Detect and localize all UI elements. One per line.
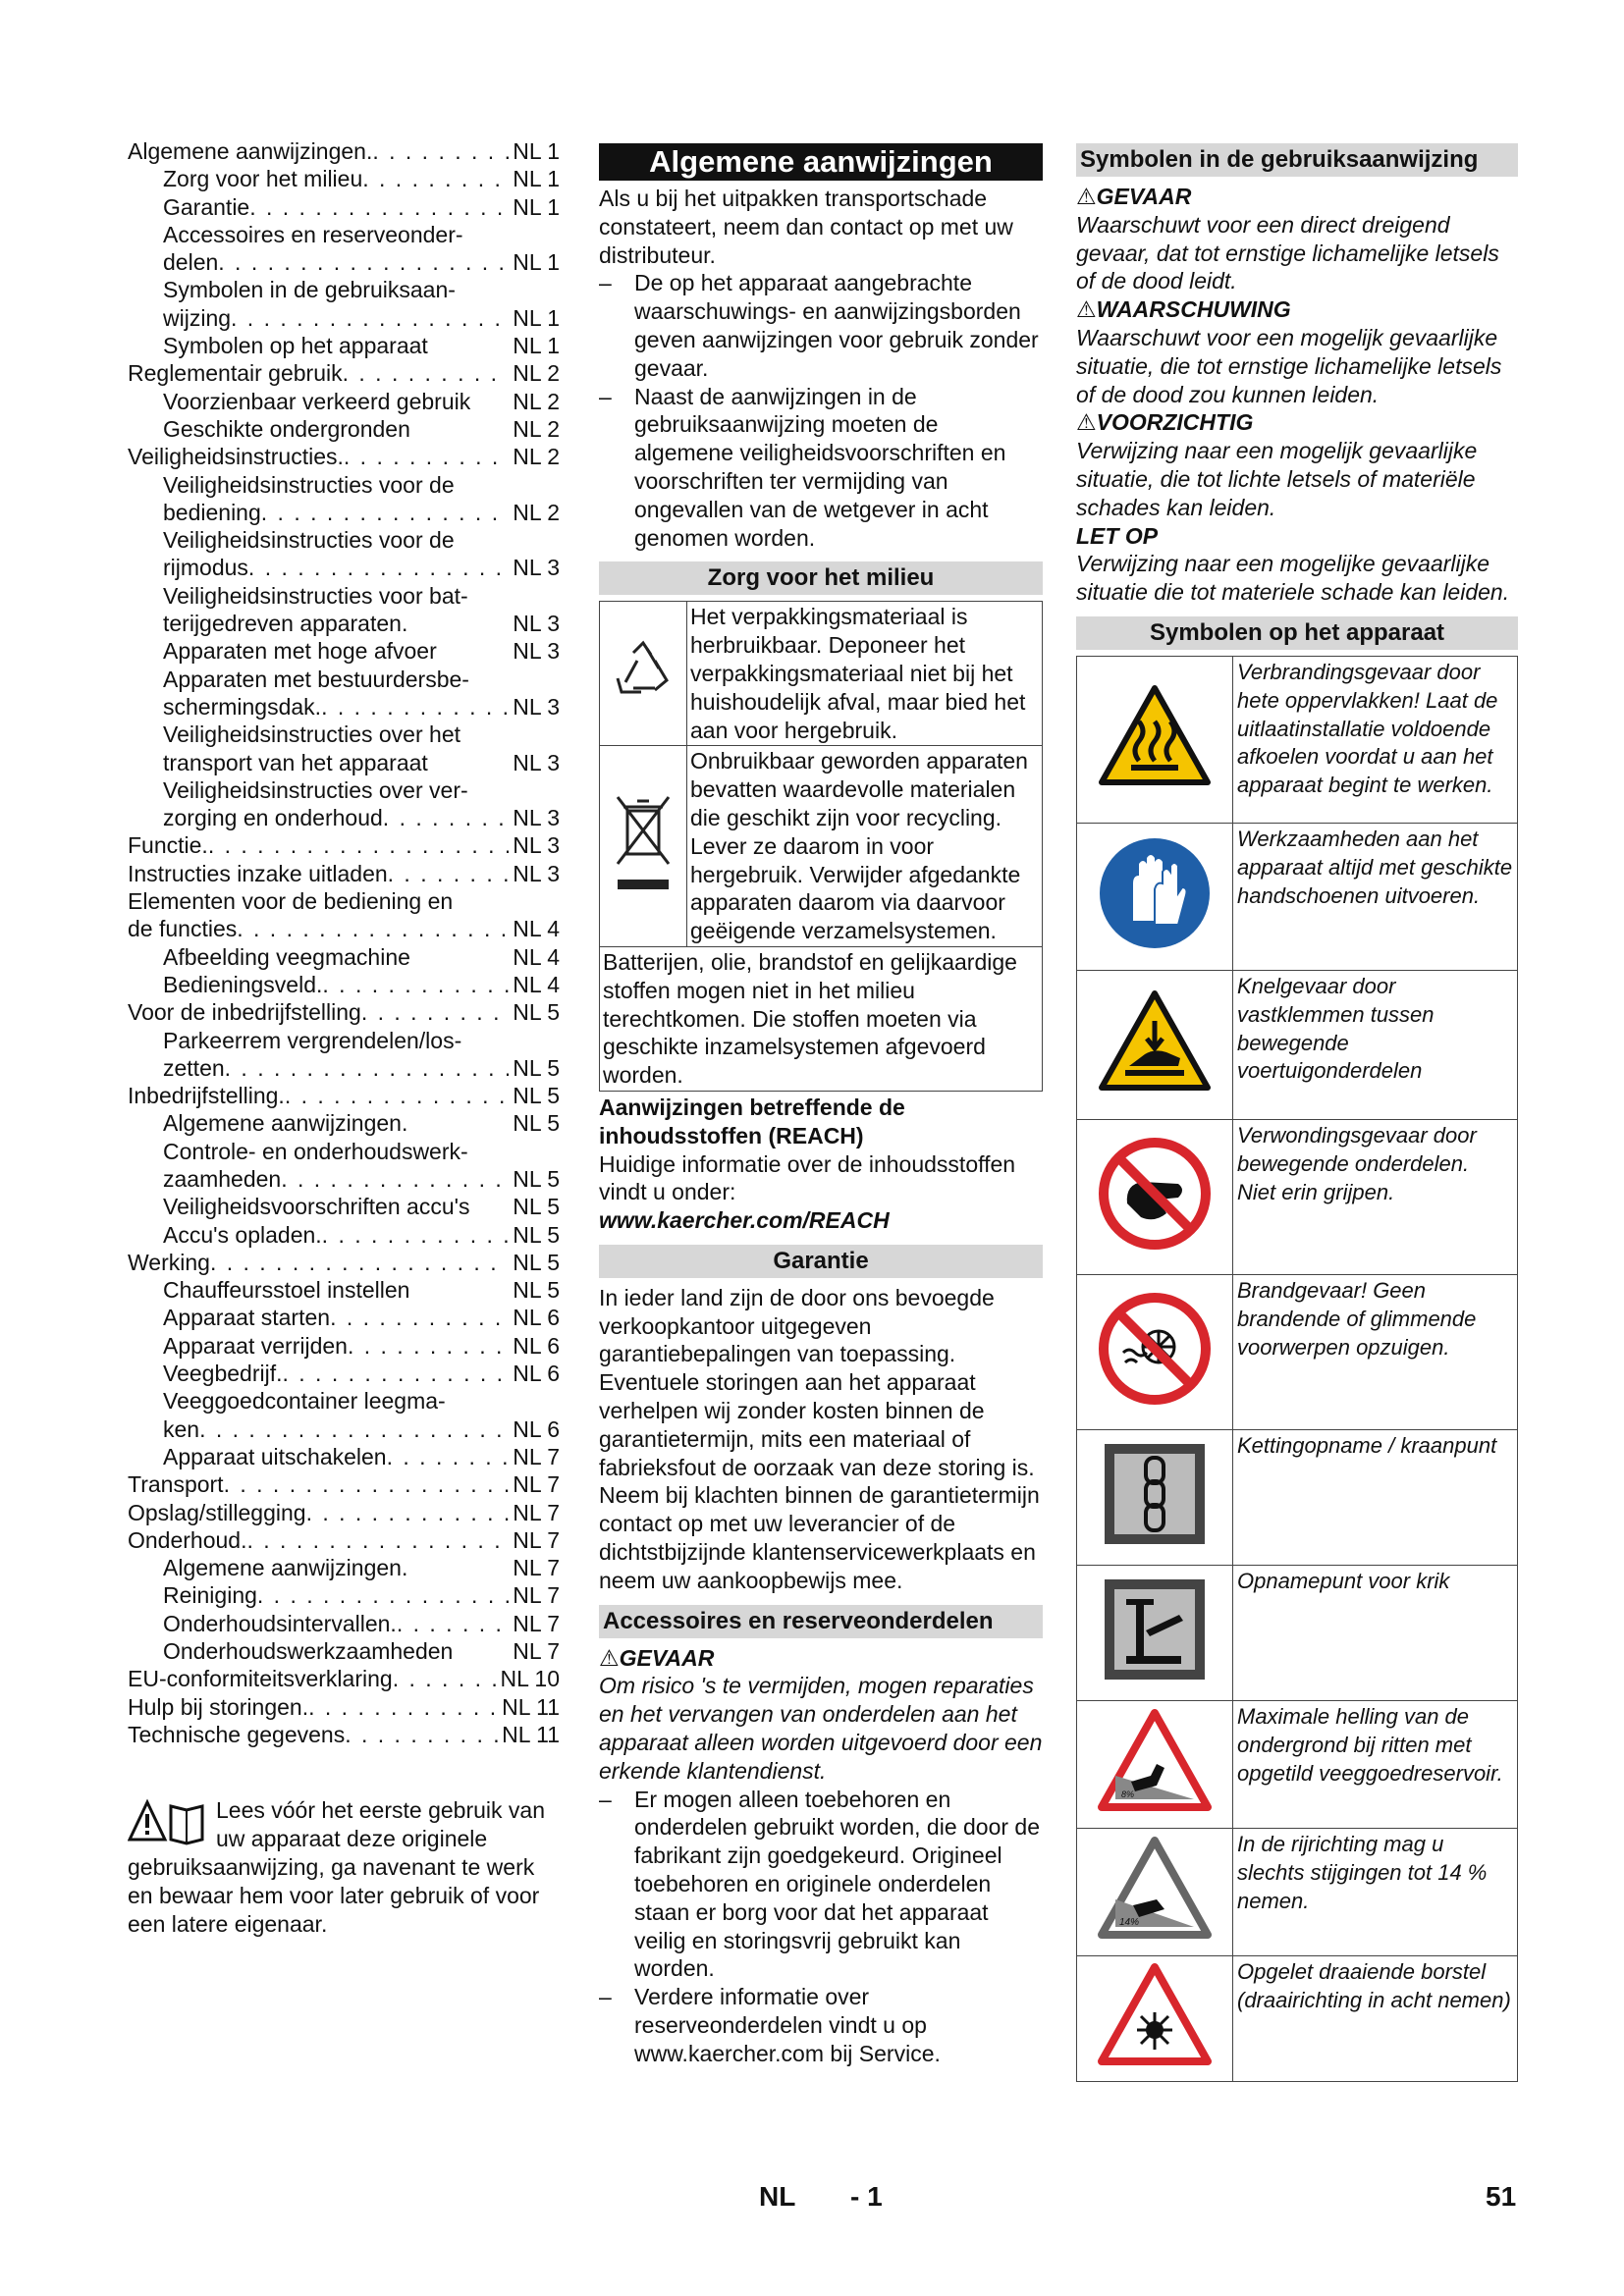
symbol-label: ⚠VOORZICHTIG <box>1076 409 1254 436</box>
warning-manual-icon <box>128 1798 208 1852</box>
toc-entry[interactable]: Afbeelding veegmachine NL 4 <box>163 943 560 970</box>
general-intro: Als u bij het uitpakken transportschade constateert, neem dan contact op met uw distributeur. <box>599 186 1013 268</box>
toc-entry[interactable]: Voorzienbaar verkeerd gebruik NL 2 <box>163 388 560 414</box>
toc-entry[interactable]: Veiligheidsvoorschriften accu's NL 5 <box>163 1194 560 1220</box>
warning-triangle-icon: ⚠ <box>599 1644 620 1671</box>
crossed-bin-icon <box>600 746 687 947</box>
symbol-label: LET OP <box>1076 522 1159 549</box>
symbol-description: Kettingopname / kraanpunt <box>1233 1429 1518 1565</box>
toc-entry[interactable]: Voor de inbedrijfstelling . . . NL 5 <box>128 998 560 1026</box>
toc-entry[interactable]: Apparaat verrijden . . . NL 6 <box>128 1332 560 1360</box>
toc-entry-line: Veeggoedcontainer leegma- <box>163 1388 446 1415</box>
warranty-heading: Garantie <box>599 1245 1043 1278</box>
svg-text:8%: 8% <box>1121 1789 1135 1799</box>
symbol-row <box>1077 823 1518 970</box>
toc-entry[interactable]: Inbedrijfstelling. . . . NL 5 <box>128 1082 560 1109</box>
symbol-row <box>1077 1700 1518 1828</box>
list-item: – Verdere informatie over reserveonderdelen vindt u op www.kaercher.com bij Service. <box>599 1984 941 2066</box>
symbol-row <box>1077 1955 1518 2081</box>
accessories-warning-text: Om risico 's te vermijden, mogen reparaties en het vervangen van onderdelen aan het apparaat alleen worden uitgevoerd door een erkende klantendienst. <box>599 1673 1043 1784</box>
reach-heading: Aanwijzingen betreffende de inhoudsstoffen (REACH) <box>599 1094 905 1148</box>
toc-entry[interactable]: EU-conformiteitsverklaring . . . NL 10 <box>128 1665 560 1692</box>
symbol-row <box>1077 656 1518 823</box>
device-symbols-table <box>1076 656 1518 2082</box>
symbol-description: Werkzaamheden aan het apparaat altijd met geschikte handschoenen uitvoeren. <box>1233 823 1518 970</box>
toc-entry-line: Veiligheidsinstructies voor de <box>163 471 455 498</box>
toc-entry-line: Elementen voor de bediening en <box>128 888 454 915</box>
symbol-description: Waarschuwt voor een mogelijk gevaarlijke situatie, die tot ernstige lichamelijke letsels of de dood zou kunnen leiden. <box>1076 324 1502 407</box>
accessories-warning-label: ⚠GEVAAR <box>599 1644 715 1671</box>
environment-text-1: Het verpakkingsmateriaal is herbruikbaar. Deponeer het verpakkingsmateriaal niet bij het huishoudelijk afval, maar bied het aan voor hergebruik. <box>687 602 1043 746</box>
reach-text: Huidige informatie over de inhoudsstoffen vindt u onder: <box>599 1150 1016 1205</box>
list-item: – Naast de aanwijzingen in de gebruiksaanwijzing moeten de algemene veiligheidsvoorschriften en voorschriften ter vermijding van ongevallen van de wetgever in acht genomen worden. <box>599 383 1006 551</box>
symbol-description: Verwijzing naar een mogelijk gevaarlijke situatie, die tot lichte letsels of materiële schades kan leiden. <box>1076 438 1478 520</box>
symbol-row <box>1077 970 1518 1119</box>
warranty-text: In ieder land zijn de door ons bevoegde verkoopkantoor uitgegeven garantiebepalingen van toepassing. Eventuele storingen aan het apparaat verhelpen wij zonder kosten binnen de garantietermijn, mits een materiaal of fabrieksfout de oorzaak van deze storing is. Neem bij klachten binnen de garantietermijn contact op met uw leverancier of de dichtstbijzijnde klantenservicewerkplaats en neem uw aankoopbewijs mee. <box>599 1284 1040 1593</box>
toc-entry[interactable]: wijzing . . . NL 1 <box>128 304 560 332</box>
symbol-row <box>1077 1429 1518 1565</box>
toc-entry-line: Controle- en onderhoudswerk- <box>163 1138 468 1164</box>
toc-entry[interactable]: zorging en onderhoud . . . NL 3 <box>128 804 560 831</box>
toc-entry[interactable]: Onderhoud. . . . NL 7 <box>128 1526 560 1554</box>
general-heading: Algemene aanwijzingen <box>599 143 1043 181</box>
symbol-description: Verwijzing naar een mogelijke gevaarlijke situatie die tot materiele schade kan leiden. <box>1076 551 1510 606</box>
warning-triangle-icon: ⚠ <box>1076 184 1097 209</box>
device-symbols-heading: Symbolen op het apparaat <box>1076 616 1518 650</box>
symbol-description: Knelgevaar door vastklemmen tussen bewegende voertuigonderdelen <box>1233 970 1518 1119</box>
toc-entry[interactable]: zaamheden . . . NL 5 <box>128 1165 560 1193</box>
toc-entry[interactable]: Werking . . . NL 5 <box>128 1249 560 1276</box>
symbol-row <box>1077 1565 1518 1700</box>
reach-link[interactable]: www.kaercher.com/REACH <box>599 1207 890 1234</box>
toc-entry[interactable]: de functies . . . NL 4 <box>128 915 560 942</box>
crush-hazard-icon <box>1077 970 1233 1119</box>
toc-entry-line: Veiligheidsinstructies voor de <box>163 527 455 554</box>
toc-entry[interactable]: Transport . . . NL 7 <box>128 1470 560 1498</box>
manual-symbols-list <box>1076 183 1518 607</box>
toc-entry[interactable]: zetten . . . NL 5 <box>128 1054 560 1082</box>
warning-triangle-icon: ⚠ <box>1076 296 1097 323</box>
toc-entry[interactable]: Algemene aanwijzingen. NL 5 <box>163 1110 560 1137</box>
toc-entry[interactable]: Garantie . . . NL 1 <box>128 193 560 221</box>
symbol-description: Opgelet draaiende borstel (draairichting in acht nemen) <box>1233 1955 1518 2081</box>
symbol-row <box>1077 1828 1518 1955</box>
toc-entry-line: Symbolen in de gebruiksaan- <box>163 277 456 303</box>
toc-entry[interactable]: Algemene aanwijzingen. NL 7 <box>163 1555 560 1581</box>
slope-raised-container-icon <box>1077 1700 1233 1828</box>
toc-entry[interactable]: Geschikte ondergronden NL 2 <box>163 415 560 442</box>
symbols-column <box>1076 137 1518 2082</box>
manual-symbols-heading: Symbolen in de gebruiksaanwijzing <box>1076 143 1518 177</box>
list-item: – Er mogen alleen toebehoren en onderdelen gebruikt worden, die door de fabrikant zijn goedgekeurd. Origineel toebehoren en originele onderdelen staan er borg voor dat het apparaat veilig en storingsvrij gebruikt kan worden. <box>599 1786 1041 1982</box>
slope-14-icon <box>1077 1828 1233 1955</box>
toc-entry[interactable]: Algemene aanwijzingen. . . . NL 1 <box>128 137 560 165</box>
toc-entry[interactable]: Zorg voor het milieu . . . NL 1 <box>128 165 560 192</box>
toc-entry[interactable]: Apparaat uitschakelen . . . NL 7 <box>128 1443 560 1470</box>
toc-entry[interactable]: Bedieningsveld. . . . NL 4 <box>128 971 560 998</box>
footer-lang: NL <box>759 2181 796 2212</box>
read-manual-notice: Lees vóór het eerste gebruik van uw apparaat deze originele gebruiksaanwijzing, ga navenant te werk en bewaar hem voor later gebruik of voor een latere eigenaar. <box>128 1797 545 1937</box>
toc-entry[interactable]: transport van het apparaat NL 3 <box>163 749 560 775</box>
toc-entry[interactable]: Hulp bij storingen. . . . NL 11 <box>128 1693 560 1721</box>
symbol-description: Waarschuwt voor een direct dreigend gevaar, dat tot ernstige lichamelijke letsels of de dood leidt. <box>1076 211 1499 294</box>
accessories-heading: Accessoires en reserveonderdelen <box>599 1605 1043 1638</box>
toc-entry[interactable]: Reglementair gebruik . . . NL 2 <box>128 359 560 387</box>
symbol-description: Opnamepunt voor krik <box>1233 1565 1518 1700</box>
symbol-description: Brandgevaar! Geen brandende of glimmende voorwerpen opzuigen. <box>1233 1274 1518 1429</box>
jack-point-icon <box>1077 1565 1233 1700</box>
environment-text-2: Onbruikbaar geworden apparaten bevatten waardevolle materialen die geschikt zijn voor recycling. Lever ze daarom in voor hergebruik. Verwijder afgedankte apparaten daarom via daarvoor geëigende verzamelsystemen. <box>687 746 1043 947</box>
toc-entry[interactable]: Accu's opladen. . . . NL 5 <box>128 1221 560 1249</box>
recycle-icon <box>600 602 687 746</box>
toc-entry-line: Parkeerrem vergrendelen/los- <box>163 1027 462 1053</box>
toc-entry[interactable]: Apparaat starten . . . NL 6 <box>128 1304 560 1331</box>
symbol-description: Verwondingsgevaar door bewegende onderdelen. Niet erin grijpen. <box>1233 1119 1518 1274</box>
toc-entry[interactable]: Instructies inzake uitladen . . . NL 3 <box>128 860 560 887</box>
table-of-contents <box>128 137 560 1748</box>
toc-entry[interactable]: Reiniging . . . NL 7 <box>128 1581 560 1609</box>
toc-entry[interactable]: Functie. . . . NL 3 <box>128 831 560 859</box>
list-item: – De op het apparaat aangebrachte waarschuwings- en aanwijzingsborden geven aanwijzingen voor gebruik zonder gevaar. <box>599 270 1039 381</box>
symbol-row <box>1077 1119 1518 1274</box>
rotating-brush-icon <box>1077 1955 1233 2081</box>
toc-entry[interactable]: Veegbedrijf. . . . NL 6 <box>128 1360 560 1387</box>
symbol-description: Maximale helling van de ondergrond bij ritten met opgetild veeggoedreservoir. <box>1233 1700 1518 1828</box>
toc-entry[interactable]: Chauffeursstoel instellen NL 5 <box>163 1277 560 1304</box>
toc-entry[interactable]: Technische gegevens . . . NL 11 <box>128 1721 560 1748</box>
chain-icon <box>1077 1429 1233 1565</box>
symbol-description: In de rijrichting mag u slechts stijgingen tot 14 % nemen. <box>1233 1828 1518 1955</box>
toc-entry-line: Accessoires en reserveonder- <box>163 221 463 247</box>
no-burning-objects-icon <box>1077 1274 1233 1429</box>
no-reach-in-icon <box>1077 1119 1233 1274</box>
toc-entry-line: Apparaten met bestuurdersbe- <box>163 666 469 692</box>
toc-entry[interactable]: ken . . . NL 6 <box>128 1415 560 1443</box>
toc-entry[interactable]: terijgedreven apparaten. NL 3 <box>163 611 560 637</box>
toc-entry[interactable]: Veiligheidsinstructies. . . . NL 2 <box>128 443 560 470</box>
page-number: 51 <box>1486 2181 1517 2212</box>
svg-text:14%: 14% <box>1119 1916 1140 1928</box>
toc-entry[interactable]: Opslag/stillegging . . . NL 7 <box>128 1499 560 1526</box>
toc-entry[interactable]: Apparaten met hoge afvoer NL 3 <box>163 638 560 665</box>
environment-table <box>599 601 1043 1092</box>
symbol-label: ⚠GEVAAR <box>1076 184 1192 209</box>
toc-entry[interactable]: schermingsdak. . . . NL 3 <box>128 693 560 721</box>
toc-entry-line: Veiligheidsinstructies over het <box>163 721 460 748</box>
main-column <box>599 137 1043 2068</box>
toc-entry[interactable]: Onderhoudswerkzaamheden NL 7 <box>163 1638 560 1665</box>
footer-num: - 1 <box>850 2181 883 2212</box>
environment-footer: Batterijen, olie, brandstof en gelijkaardige stoffen mogen niet in het milieu terechtkomen. Die stoffen moeten via geschikte inzamelsystemen afgevoerd worden. <box>600 946 1043 1091</box>
environment-heading: Zorg voor het milieu <box>599 561 1043 595</box>
toc-entry-line: Veiligheidsinstructies voor bat- <box>163 582 468 609</box>
symbol-row <box>1077 1274 1518 1429</box>
toc-entry[interactable]: Onderhoudsintervallen. . . . NL 7 <box>128 1610 560 1637</box>
warning-triangle-icon: ⚠ <box>1076 409 1097 436</box>
toc-entry-line: Veiligheidsinstructies over ver- <box>163 776 468 803</box>
gloves-icon <box>1077 823 1233 970</box>
toc-entry[interactable]: bediening . . . NL 2 <box>128 499 560 526</box>
toc-entry[interactable]: rijmodus . . . NL 3 <box>128 554 560 581</box>
toc-entry[interactable]: delen . . . NL 1 <box>128 248 560 276</box>
hot-surface-warning-icon <box>1077 656 1233 823</box>
symbol-description: Verbrandingsgevaar door hete oppervlakken! Laat de uitlaatinstallatie voldoende afkoelen voordat u aan het apparaat begint te werken. <box>1233 656 1518 823</box>
toc-entry[interactable]: Symbolen op het apparaat NL 1 <box>163 333 560 359</box>
symbol-label: ⚠WAARSCHUWING <box>1076 296 1291 323</box>
